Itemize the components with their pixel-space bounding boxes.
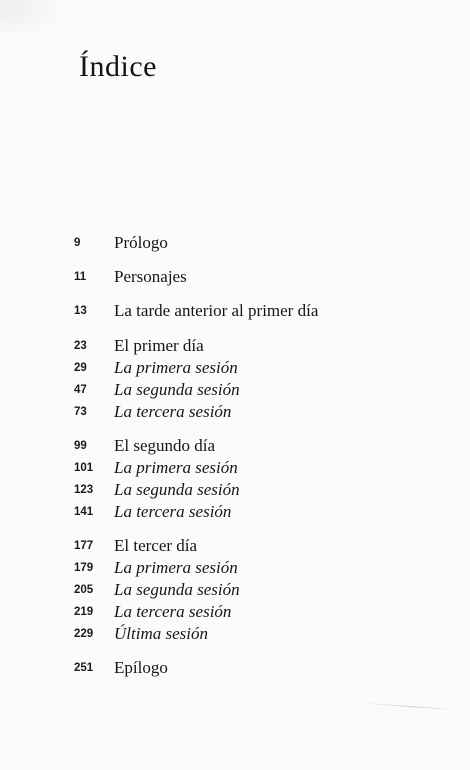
- toc-entry: [0, 379, 470, 401]
- toc-entry-title: La primera sesión: [114, 558, 238, 577]
- toc-entry: [0, 266, 470, 288]
- toc-page-number: 73: [74, 406, 87, 418]
- toc-entry-title: La tercera sesión: [114, 502, 232, 521]
- scan-smudge: [0, 0, 70, 40]
- toc-entry-title: La primera sesión: [114, 358, 238, 377]
- toc-entry: [0, 479, 470, 501]
- toc-page-number: 251: [74, 662, 94, 674]
- toc-page-number: 23: [74, 340, 87, 352]
- toc-page-number: 205: [74, 584, 94, 596]
- toc-page-number: 47: [74, 384, 87, 396]
- toc-entry-title: La primera sesión: [114, 458, 238, 477]
- toc-page-number: 11: [74, 271, 87, 283]
- toc-entry: [0, 435, 470, 457]
- pencil-mark: [360, 703, 460, 711]
- toc-entry: [0, 501, 470, 523]
- toc-entry: [0, 623, 470, 645]
- toc-entry: [0, 579, 470, 601]
- toc-entry: [0, 232, 470, 254]
- toc-entry-title: El primer día: [114, 336, 204, 355]
- toc-page-number: 219: [74, 606, 94, 618]
- toc-entry-title: La segunda sesión: [114, 380, 240, 399]
- toc-page-number: 123: [74, 484, 94, 496]
- toc-entry-title: La tercera sesión: [114, 602, 232, 621]
- toc-page-number: 229: [74, 628, 94, 640]
- toc-entry: [0, 535, 470, 557]
- page-title: Índice: [79, 50, 157, 83]
- toc-entry-title: Prólogo: [114, 233, 168, 252]
- toc-entry: [0, 557, 470, 579]
- toc-page-number: 101: [74, 462, 94, 474]
- toc-entry-title: Epílogo: [114, 658, 168, 677]
- toc-page-number: 99: [74, 440, 87, 452]
- toc-page-number: 177: [74, 540, 94, 552]
- toc-entry: [0, 457, 470, 479]
- toc-page-number: 13: [74, 305, 87, 317]
- toc-entry: [0, 335, 470, 357]
- toc-entry-title: La segunda sesión: [114, 480, 240, 499]
- toc-entry-title: La segunda sesión: [114, 580, 240, 599]
- toc-entry-title: Personajes: [114, 267, 187, 286]
- toc-page-number: 179: [74, 562, 94, 574]
- toc-page-number: 9: [74, 237, 81, 249]
- toc-entry-title: El tercer día: [114, 536, 198, 555]
- toc-entry-title: El segundo día: [114, 436, 216, 455]
- toc-page-number: 141: [74, 506, 94, 518]
- toc-entry: [0, 601, 470, 623]
- toc-entry-title: La tercera sesión: [114, 402, 232, 421]
- toc-entry: [0, 357, 470, 379]
- toc-entry-title: Última sesión: [114, 624, 208, 643]
- toc-entry-title: La tarde anterior al primer día: [114, 301, 319, 320]
- toc-entry: [0, 657, 470, 679]
- toc-entry: [0, 401, 470, 423]
- toc-page-number: 29: [74, 362, 87, 374]
- toc-entry: [0, 300, 470, 322]
